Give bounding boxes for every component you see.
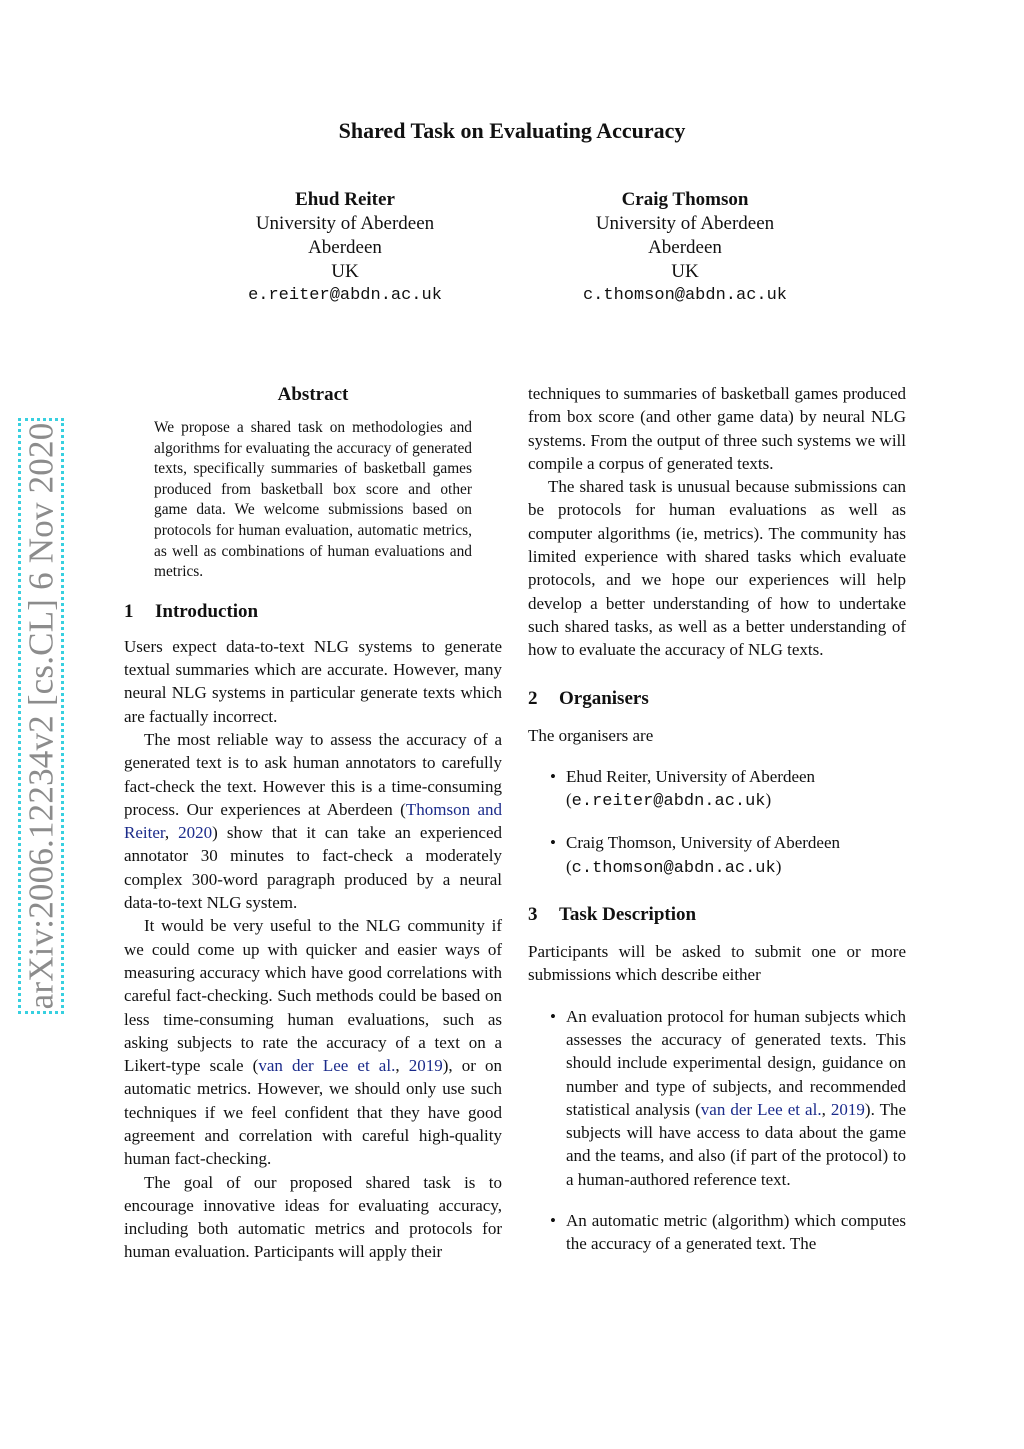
author-country: UK (331, 261, 359, 282)
list-item-text: ). The subjects will have access to data about the game and the teams, and also (if part of the protocol) to a human-authored reference text. (566, 1099, 907, 1189)
list-item-text: An automatic metric (algorithm) which computes the accuracy of a generated text. The (566, 1211, 906, 1254)
author-affiliation: University of Aberdeen (255, 213, 435, 234)
paren-close: ) (765, 790, 772, 810)
submission-types-list (528, 1005, 906, 1256)
citation-link[interactable]: Thomson and Reiter (124, 799, 502, 843)
section-heading-task-description (528, 902, 906, 928)
task-intro: Participants will be asked to submit one or more submissions which describe either (528, 942, 906, 985)
list-item (528, 1005, 906, 1191)
arxiv-stamp (18, 418, 64, 1014)
author-affiliation: University of Aberdeen (595, 213, 775, 234)
citation-separator: , (395, 1056, 409, 1076)
right-column (528, 382, 906, 1256)
organiser-text: Ehud Reiter, University of Aberdeen (566, 766, 816, 786)
paren-open: ( (566, 790, 572, 810)
section-title: Organisers (559, 687, 649, 709)
section-title: Task Description (559, 904, 697, 926)
section-number: 2 (528, 687, 538, 709)
author-email: c.thomson@abdn.ac.uk (582, 286, 788, 305)
list-item (528, 765, 906, 814)
intro-paragraph-2 (124, 728, 502, 914)
author-email: e.reiter@abdn.ac.uk (248, 286, 442, 305)
author-city: Aberdeen (648, 237, 722, 258)
organiser-email: e.reiter@abdn.ac.uk (571, 792, 766, 812)
bullet-icon: • (550, 833, 556, 853)
intro-paragraph-continued: techniques to summaries of basketball games produced from box score (and other game data) by neural NLG systems. From the output of three such systems we will compile a corpus of generated texts. (528, 384, 906, 473)
arxiv-identifier: arXiv:2006.12234v2 [cs.CL] 6 Nov 2020 (21, 422, 60, 1010)
section-heading-organisers (528, 686, 906, 712)
author-block-2 (505, 188, 865, 308)
author-name: Craig Thomson (621, 189, 749, 210)
author-name: Ehud Reiter (295, 189, 395, 210)
citation-link[interactable]: van der Lee et al. (700, 1099, 822, 1119)
intro-paragraph-1: Users expect data-to-text NLG systems to generate textual summaries which are accurate. However, many neural NLG systems in particular generate texts which are factually incorrect. (124, 636, 502, 726)
abstract-heading: Abstract (277, 384, 349, 405)
organisers-intro: The organisers are (528, 725, 654, 745)
citation-separator: , (164, 823, 179, 843)
intro-paragraph-4: The goal of our proposed shared task is to encourage innovative ideas for evaluating accuracy, including both automatic metrics and protocols for human evaluation. Participants will apply their (124, 1172, 502, 1262)
abstract-text: We propose a shared task on methodologies and algorithms for evaluating the accuracy of generated texts, specifically summaries of basketball games produced from basketball box score and other game data. We welcome submissions based on protocols for human evaluation, automatic metrics, as well as combinations of human evaluations and metrics. (154, 419, 472, 581)
citation-year-link[interactable]: 2019 (408, 1056, 443, 1076)
left-column (124, 382, 502, 1264)
bullet-icon: • (550, 1006, 556, 1026)
citation-year-link[interactable]: 2019 (830, 1099, 865, 1119)
paragraph-text: The most reliable way to assess the accuracy of a generated text is to ask human annotators to carefully fact-check the text. However this is a time-consuming process. Our experiences at Aberdeen ( (124, 729, 502, 819)
list-item (528, 831, 906, 880)
author-country: UK (671, 261, 699, 282)
paper-title: Shared Task on Evaluating Accuracy (338, 118, 686, 143)
paren-open: ( (566, 856, 572, 876)
author-city: Aberdeen (308, 237, 382, 258)
organiser-email: c.thomson@abdn.ac.uk (571, 858, 776, 878)
section-number: 1 (124, 600, 134, 622)
list-item (528, 1209, 906, 1256)
organisers-list (528, 765, 906, 880)
paragraph-text: ) show that it can take an experienced annotator 30 minutes to fact-check a moderately complex 300-word paragraph produced by a neural data-to-text NLG system. (124, 823, 502, 913)
paren-close: ) (775, 856, 782, 876)
author-block-1 (165, 188, 525, 308)
organiser-text: Craig Thomson, University of Aberdeen (566, 833, 841, 853)
citation-year-link[interactable]: 2020 (178, 823, 213, 843)
paragraph-text: It would be very useful to the NLG community if we could come up with quicker and easier ways of measuring accuracy which have good correlations with careful fact-checking. Such methods could be based on less time-consuming human evaluations, such as asking subjects to rate the accuracy of a text on a Likert-type scale ( (124, 916, 502, 1076)
citation-link[interactable]: van der Lee et al. (258, 1056, 396, 1076)
paragraph-text: ), or on automatic metrics. However, we should only use such techniques if we feel confident that they have good agreement and correlation with careful high-quality human fact-checking. (124, 1056, 503, 1169)
citation-separator: , (821, 1099, 831, 1119)
section-heading-introduction (124, 599, 502, 625)
section-number: 3 (528, 904, 538, 926)
bullet-icon: • (550, 1211, 556, 1231)
section-title: Introduction (155, 600, 259, 622)
intro-paragraph-5: The shared task is unusual because submissions can be protocols for human evaluations as well as computer algorithms (ie, metrics). The community has limited experience with shared tasks which evaluate protocols, and we hope our experiences will help develop a better understanding of how to undertake such shared tasks, as well as a better understanding of how to evaluate the accuracy of NLG texts. (528, 477, 906, 660)
bullet-icon: • (550, 766, 556, 786)
intro-paragraph-3 (124, 914, 502, 1170)
list-item-text: An evaluation protocol for human subjects which assesses the accuracy of generated texts. This should include experimental design, guidance on number and type of subjects, and recommended statistical analysis ( (566, 1006, 906, 1119)
